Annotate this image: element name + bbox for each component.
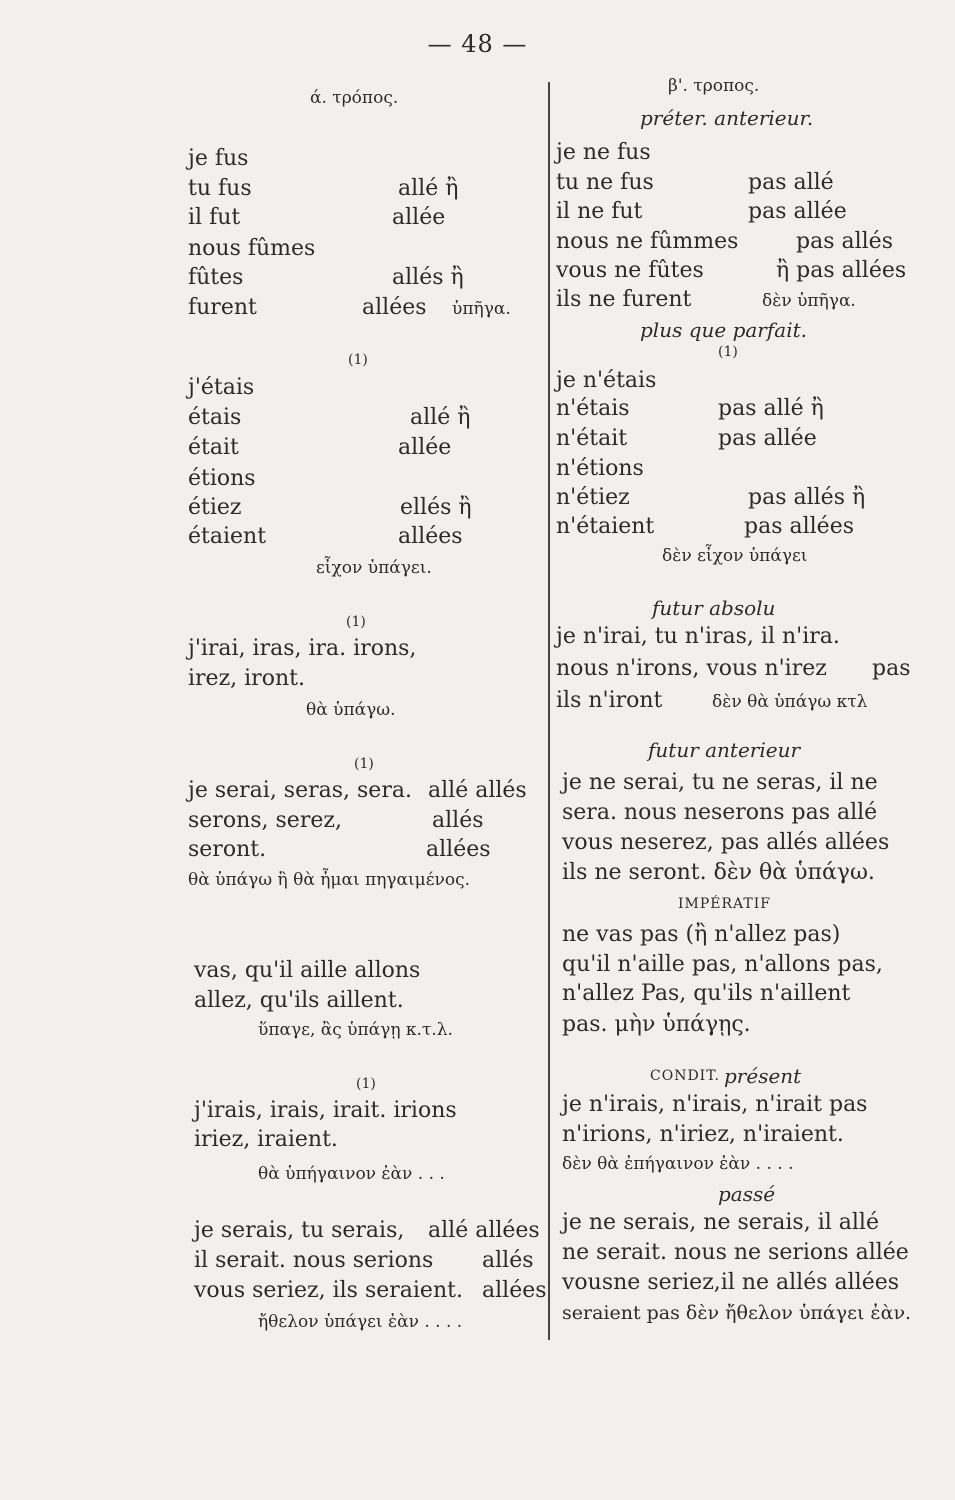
right-s1-row: nous ne fûmmes pas allés <box>556 229 893 254</box>
right-s4-line: je ne serai, tu ne seras, il ne <box>562 770 878 795</box>
right-s4-line: sera. nous neserons pas allé <box>562 800 878 825</box>
left-s2-row: étiez ellés ἢ <box>188 495 472 520</box>
right-s4-line: vous neserez, pas allés allées <box>562 830 890 855</box>
left-s2-row: j'étais <box>188 375 255 400</box>
left-s1-row: nous fûmes <box>188 236 316 261</box>
right-s2-row: je n'étais <box>556 368 657 393</box>
right-s5-line: pas. μὴν ὑπάγῃς. <box>562 1012 751 1037</box>
right-subheading: préter. anterieur. <box>640 106 814 130</box>
greek-gloss: δὲν θὰ ἐπήγαινον ἐὰν . . . . <box>562 1154 794 1174</box>
right-s1-row: vous ne fûtes ἢ pas allées <box>556 258 907 283</box>
left-s1-row: je fus <box>188 146 249 171</box>
greek-gloss: εἶχον ὑπάγει. <box>316 558 432 578</box>
right-s6-line: je n'irais, n'irais, n'irait pas <box>562 1092 868 1117</box>
right-s2-row: n'étiez pas allés ἢ <box>556 485 866 510</box>
right-s2-row: n'était pas allée <box>556 426 817 451</box>
greek-gloss: θὰ ὑπήγαινον ἐὰν . . . <box>258 1164 445 1184</box>
left-s2-row: était allée <box>188 435 452 460</box>
right-s7-line: je ne serais, ne serais, il allé <box>562 1210 879 1235</box>
left-s7-row: il serait. nous serions allés <box>194 1248 534 1273</box>
left-s1-row: fûtes allés ἢ <box>188 265 464 290</box>
left-s1-row: furent allées ὑπῆγα. <box>188 295 511 320</box>
note-marker: (1) <box>348 352 368 368</box>
right-subheading: futur anterieur <box>648 738 801 762</box>
note-marker: (1) <box>718 344 738 360</box>
left-s7-row: je serais, tu serais, allé allées <box>194 1218 540 1243</box>
left-s1-row: tu fus allé ἢ <box>188 176 459 201</box>
left-s2-row: étaient allées <box>188 524 463 549</box>
left-s7-row: vous seriez, ils seraient. allées <box>194 1278 547 1303</box>
left-s4-row: je serai, seras, sera. allé allés <box>188 778 527 803</box>
note-marker: (1) <box>354 756 374 772</box>
right-subheading: CONDIT. présent <box>650 1064 802 1088</box>
note-marker: (1) <box>356 1076 376 1092</box>
left-s4-row: serons, serez, allés <box>188 808 484 833</box>
right-s5-line: ne vas pas (ἢ n'allez pas) <box>562 922 841 947</box>
right-s7-line: ne serait. nous ne serions allée <box>562 1240 909 1265</box>
greek-gloss: ἤθελον ὑπάγει ἐὰν . . . . <box>258 1312 463 1332</box>
right-s4-line: ils ne seront. δὲν θὰ ὑπάγω. <box>562 860 875 885</box>
right-s1-row: je ne fus <box>556 140 651 165</box>
right-subheading: passé <box>718 1182 776 1206</box>
right-s5-line: qu'il n'aille pas, n'allons pas, <box>562 952 883 977</box>
greek-gloss: θὰ ὑπάγω ἢ θὰ ἦμαι πηγαιμένος. <box>188 870 471 890</box>
left-s3-line: j'irai, iras, ira. irons, <box>188 636 417 661</box>
note-marker: (1) <box>346 614 366 630</box>
right-s1-row: ils ne furent δὲν ὑπῆγα. <box>556 287 856 312</box>
right-column <box>552 0 952 1500</box>
right-header: β'. τροπος. <box>668 76 760 96</box>
column-divider <box>548 82 550 1340</box>
greek-gloss: ὕπαγε, ἂς ὑπάγῃ κ.τ.λ. <box>258 1020 453 1040</box>
right-s2-row: n'étaient pas allées <box>556 514 854 539</box>
right-s7-line: vousne seriez,il ne allés allées <box>562 1270 900 1295</box>
right-subheading: futur absolu <box>652 596 776 620</box>
right-s7-line: seraient pas δὲν ἤθελον ὑπάγει ἐὰν. <box>562 1302 912 1324</box>
left-s5-line: vas, qu'il aille allons <box>194 958 421 983</box>
greek-gloss: δὲν εἶχον ὑπάγει <box>662 546 808 566</box>
left-s6-line: j'irais, irais, irait. irions <box>194 1098 457 1123</box>
right-s1-row: tu ne fus pas allé <box>556 170 834 195</box>
right-s2-row: n'étions <box>556 456 644 481</box>
left-s2-row: étions <box>188 466 256 491</box>
page-number: — 48 — <box>427 30 528 58</box>
left-s3-line: irez, iront. <box>188 666 305 691</box>
left-s2-row: étais allé ἢ <box>188 405 471 430</box>
right-s3-row: nous n'irons, vous n'irez pas <box>556 656 911 681</box>
right-subheading: plus que parfait. <box>640 318 807 342</box>
right-s6-line: n'irions, n'iriez, n'iraient. <box>562 1122 844 1147</box>
right-s5-line: n'allez Pas, qu'ils n'aillent <box>562 981 851 1006</box>
right-s1-row: il ne fut pas allée <box>556 199 847 224</box>
left-s1-row: il fut allée <box>188 205 446 230</box>
right-s3-row: je n'irai, tu n'iras, il n'ira. <box>556 624 840 649</box>
right-s2-row: n'étais pas allé ἢ <box>556 396 824 421</box>
left-s6-line: iriez, iraient. <box>194 1127 338 1152</box>
left-s4-row: seront. allées <box>188 837 491 862</box>
left-header: ά. τρόπος. <box>310 88 399 108</box>
greek-gloss: θὰ ὑπάγω. <box>306 700 396 720</box>
right-subheading: IMPÉRATIF <box>678 896 771 912</box>
right-s3-row: ils n'iront δὲν θὰ ὑπάγω κτλ <box>556 688 868 713</box>
left-s5-line: allez, qu'ils aillent. <box>194 988 404 1013</box>
